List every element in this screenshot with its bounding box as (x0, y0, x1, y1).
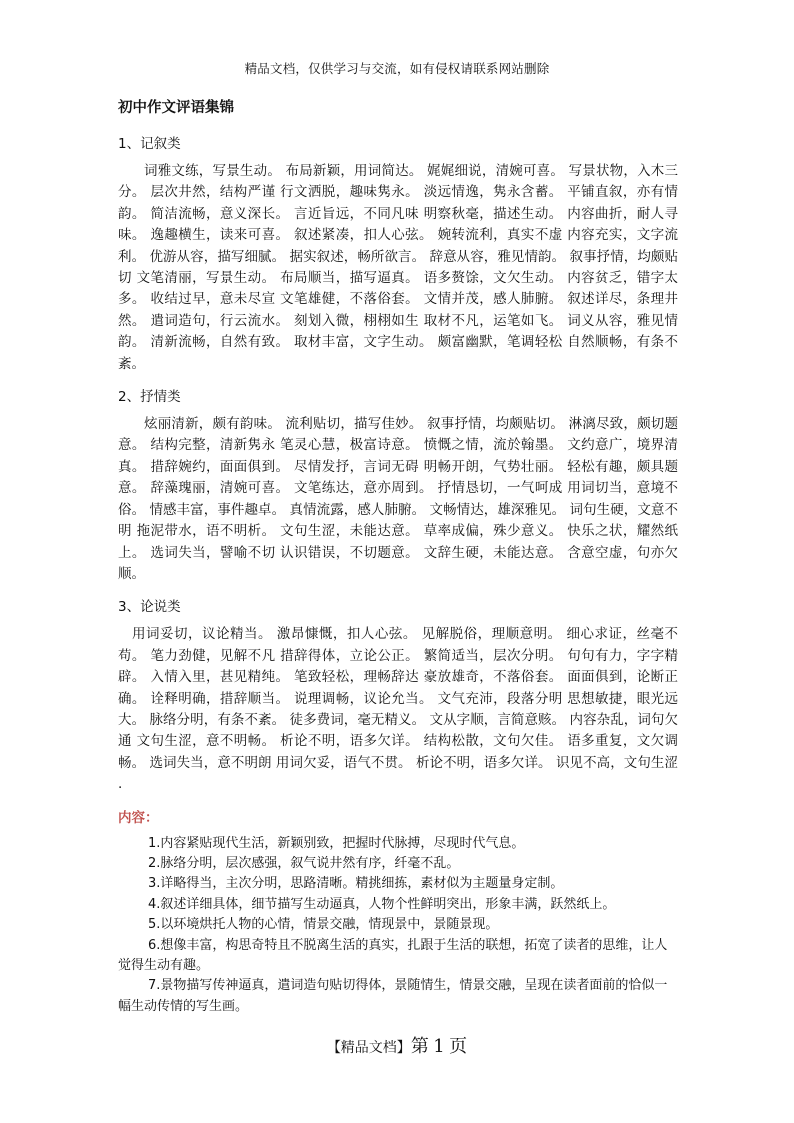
document-title: 初中作文评语集锦 (118, 100, 234, 116)
list-item: 4.叙述详细具体，细节描写生动逼真，人物个性鲜明突出，形象丰满，跃然纸上。 (148, 896, 616, 912)
section-heading: 1、记叙类 (118, 136, 181, 152)
list-item: 6.想像丰富，构思奇特且不脱离生活的真实，扎跟于生活的联想，拓宽了读者的思维，让人觉得生动有趣。 (118, 937, 668, 973)
list-item: 1.内容紧贴现代生活，新颖别致，把握时代脉搏，尽现时代气息。 (148, 835, 525, 851)
document-body (118, 96, 678, 1017)
section-lyric (118, 385, 678, 585)
content-list (118, 834, 678, 1018)
page-number: 1 (433, 1036, 445, 1057)
list-item: 3.详略得当，主次分明，思路清晰。精挑细拣，素材似为主题量身定制。 (148, 876, 564, 892)
section-argument (118, 595, 678, 795)
page-footer (0, 1032, 794, 1058)
list-item: 2.脉络分明，层次感强，叙气说井然有序，纤毫不乱。 (148, 855, 460, 871)
page-prefix: 第 (410, 1036, 429, 1057)
footer-label: 【精品文档】 (326, 1040, 411, 1056)
content-label: 内容： (118, 809, 159, 826)
list-item: 7.景物描写传神逼真，遣词造句贴切得体，景随情生，情景交融，呈现在读者面前的恰似一幅生动传情的写生画。 (118, 978, 668, 1014)
list-item: 5.以环境烘托人物的心情，情景交融，情现景中，景随景现。 (148, 917, 499, 933)
section-heading: 3、论说类 (118, 599, 181, 616)
section-paragraph: 用词妥切，议论精当。 激昂慷慨，扣人心弦。 见解脱俗，理顺意明。 细心求证，丝毫不苟。 笔力劲健，见解不凡 措辞得体，立论公正。 繁简适当，层次分明。 句句有力，字字精辟。 入情入里，甚见精纯。 笔致轻松，理畅辞达 豪放雄奇，不落俗套。 面面俱到，论断正确。 诠释明确，措辞顺当。 说理调畅，议论允当。 文气充沛，段落分明 思想敏捷，眼光远大。 脉络分明，有条不紊。 徒多费词，毫无精义。 文从字顺，言简意赅。 内容杂乱，词句欠通 文句生涩，意不明畅。 析论不明，语多欠详。 结构松散，文句欠佳。 语多重复，文欠调畅。 选词失当，意不明朗 用词欠妥，语气不贯。 析论不明，语多欠详。 识见不高，文句生涩 . (118, 626, 678, 793)
section-paragraph: 词雅文练，写景生动。 布局新颖，用词简达。 娓娓细说，清婉可喜。 写景状物，入木三分。 层次井然，结构严谨 行文洒脱，趣味隽永。 淡远情逸，隽永含蓄。 平铺直叙，亦有情韵。 简洁流畅，意义深长。 言近旨远，不同凡味 明察秋毫，描述生动。 内容曲折，耐人寻味。 逸趣横生，读来可喜。 叙述紧凑，扣人心弦。 婉转流利，真实不虚 内容充实，文字流利。 优游从容，描写细腻。 据实叙述，畅所欲言。 辞意从容，雅见情韵。 叙事抒情，均颇贴切 文笔清丽，写景生动。 布局顺当，描写逼真。 语多赘馀，文欠生动。 内容贫乏，错字太多。 收结过早，意未尽宣 文笔雄健，不落俗套。 文情并茂，感人肺腑。 叙述详尽，条理井然。 遣词造句，行云流水。 刻划入微，栩栩如生 取材不凡，运笔如飞。 词义从容，雅见情韵。 清新流畅，自然有致。 取材丰富，文字生动。 颇富幽默，笔调轻松 自然顺畅，有条不紊。 (118, 163, 678, 372)
page-header: 精品文档，仅供学习与交流，如有侵权请联系网站删除 (244, 61, 550, 76)
section-paragraph: 炫丽清新，颇有韵味。 流利贴切，描写佳妙。 叙事抒情，均颇贴切。 淋漓尽致，颇切题意。 结构完整，清新隽永 笔灵心慧，极富诗意。 愤慨之情，流於翰墨。 文约意广，境界清真。 措辞婉约，面面俱到。 尽情发抒，言词无碍 明畅开朗，气势壮丽。 轻松有趣，颇具题意。 辞藻瑰丽，清婉可喜。 文笔练达，意亦周到。 抒情恳切，一气呵成 用词切当，意境不俗。 情感丰富，事件趣卓。 真情流露，感人肺腑。 文畅情达，雄深雅见。 词句生硬，文意不明 拖泥带水，语不明析。 文句生涩，未能达意。 草率成偏，殊少意义。 快乐之状，耀然纸上。 选词失当，譬喻不切 认识错误，不切题意。 文辞生硬，未能达意。 含意空虚，句亦欠顺。 (118, 416, 678, 582)
section-heading: 2、抒情类 (118, 389, 181, 406)
page-suffix: 页 (449, 1036, 468, 1057)
section-narrative (118, 132, 678, 375)
